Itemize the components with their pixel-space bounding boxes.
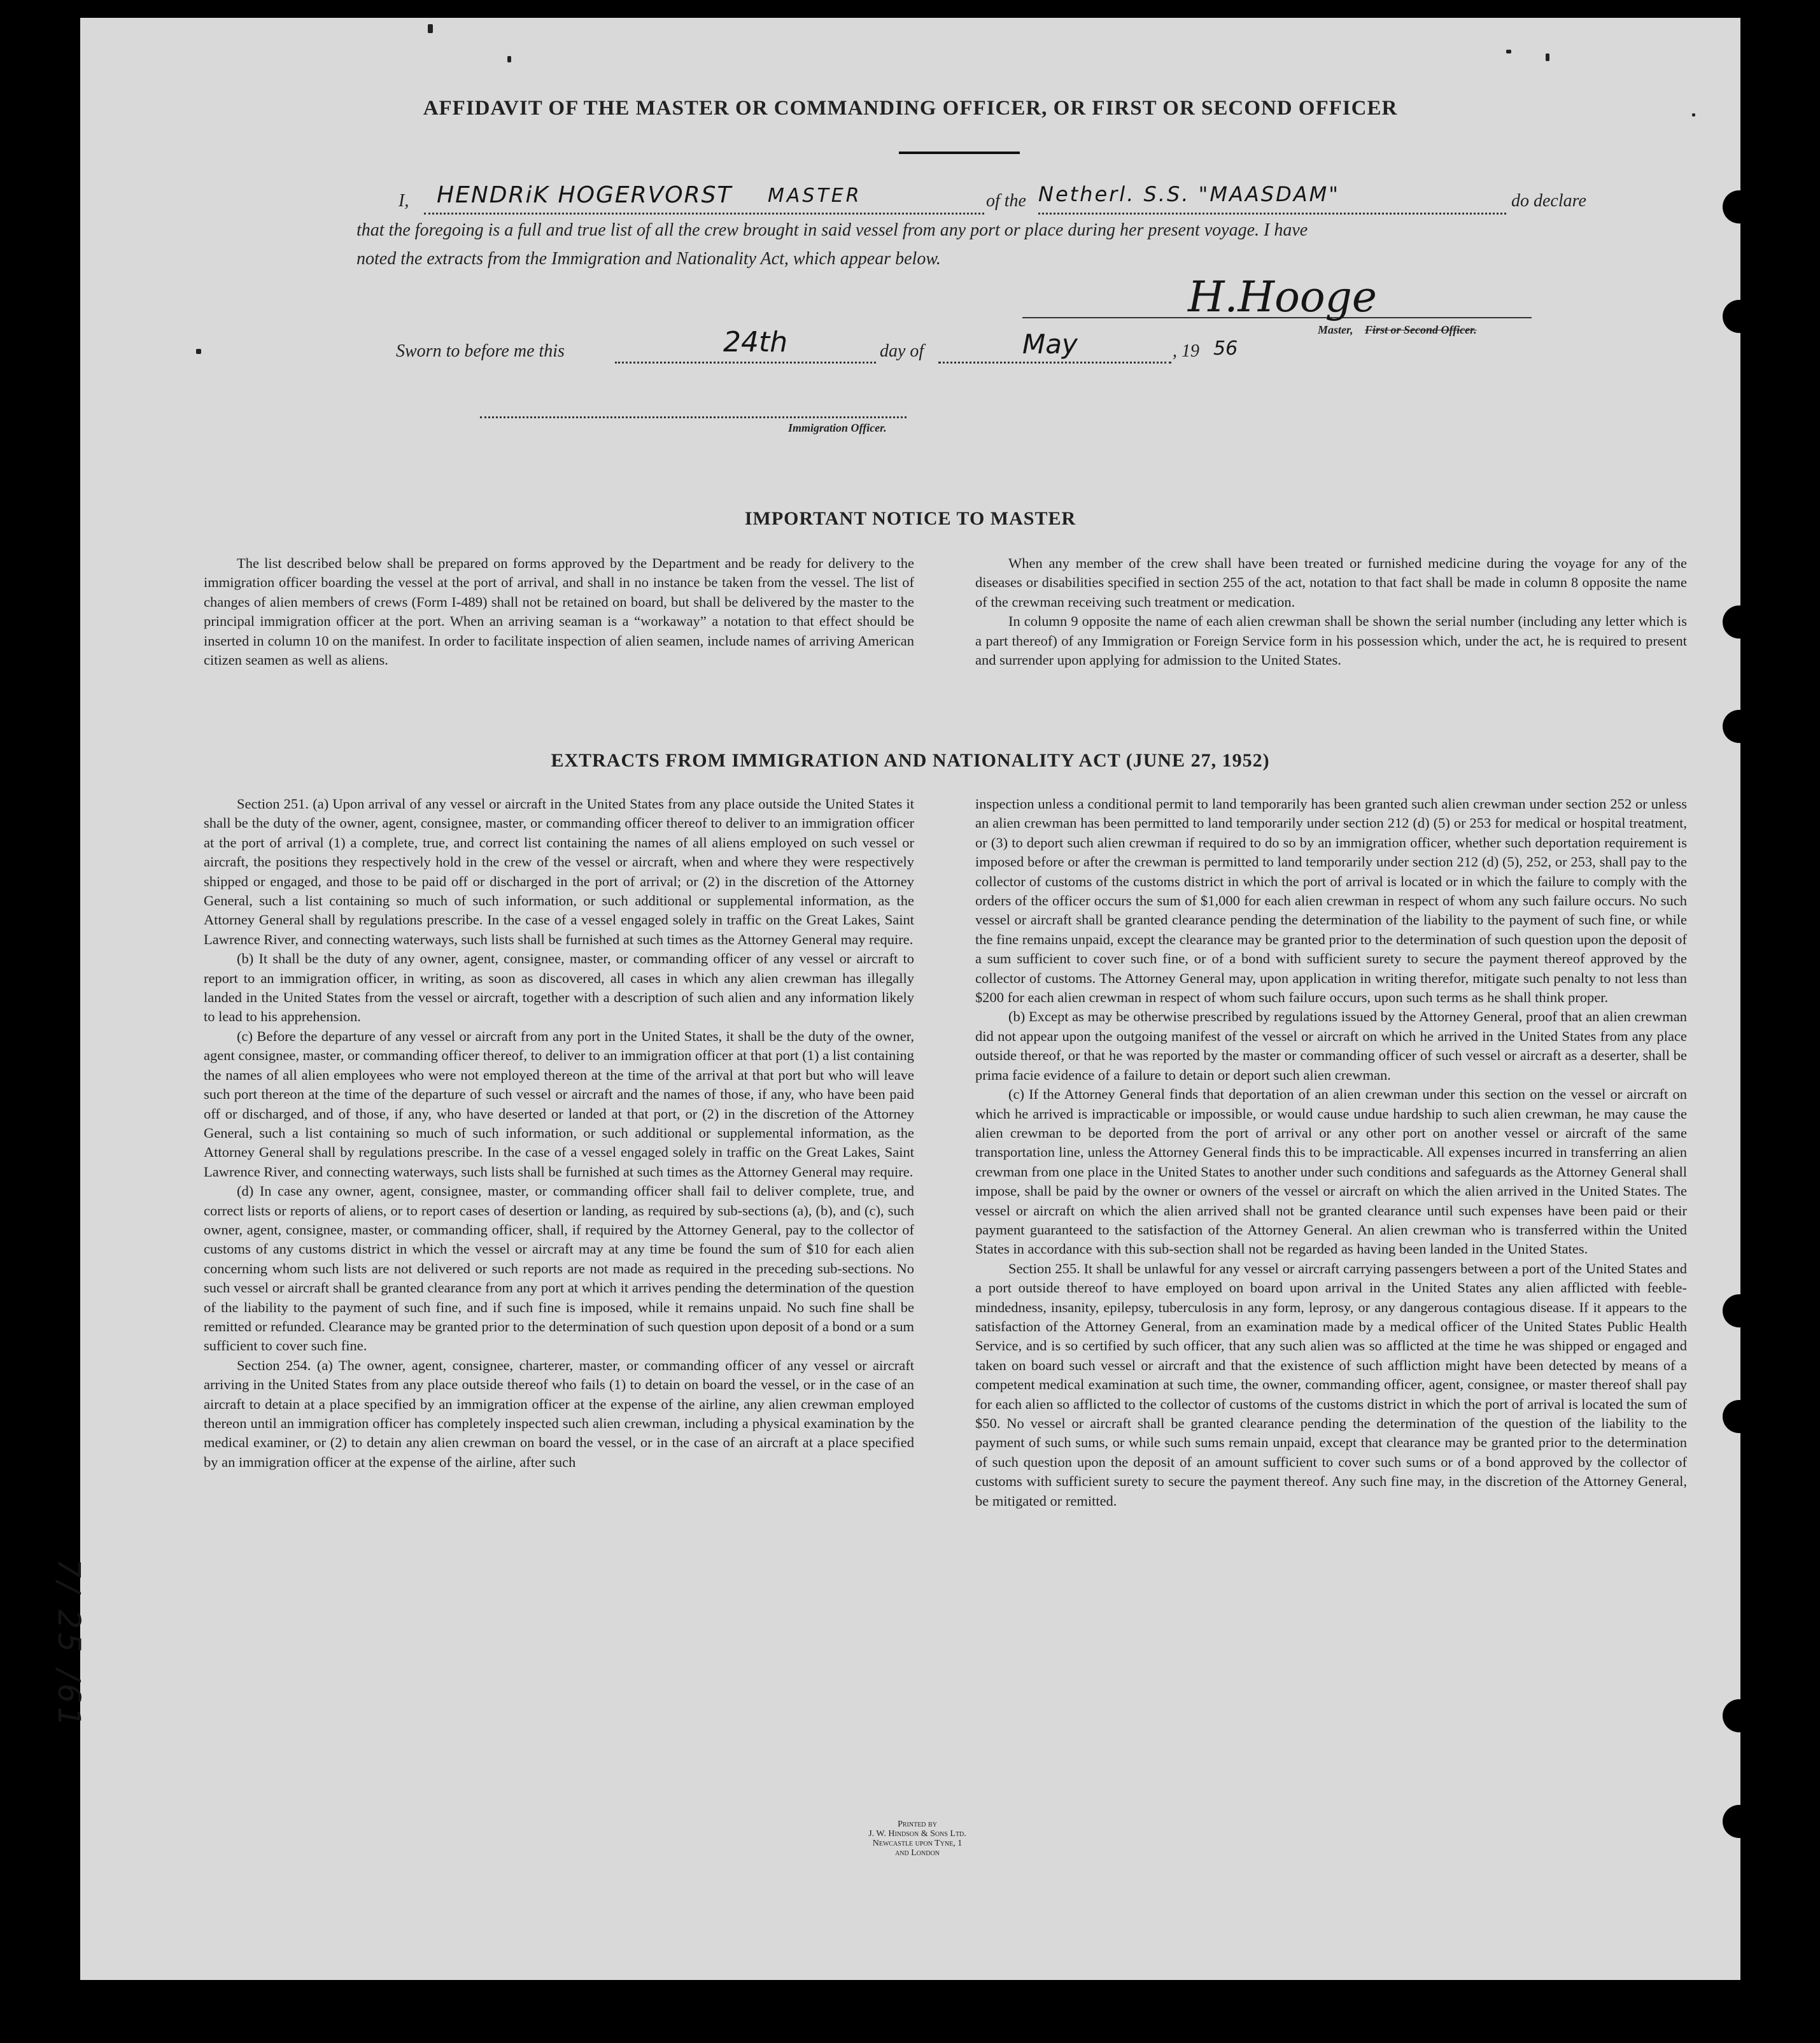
speck bbox=[1506, 50, 1511, 53]
declaration-line-3: noted the extracts from the Immigration and Nationality Act, which appear below. bbox=[356, 249, 941, 269]
document-page bbox=[51, 18, 1740, 1980]
printer-line-2: J. W. Hindson & Sons Ltd. bbox=[868, 1829, 966, 1839]
section-251-a: Section 251. (a) Upon arrival of any vessel or aircraft in the United States from any place outside the United States it shall be the duty of the owner, agent, consignee, master, or commanding officer thereof to deliver to an immigration officer at the port of arrival (1) a complete, true, and correct list containing the names of all aliens employed on such vessel or aircraft, the positions they respectively hold in the crew of the vessel or aircraft, when and where they were respectively shipped or engaged, and those to be paid off or discharged in the port of arrival; or (2) in the discretion of the Attorney General, such a list containing so much of such information, or such additional or supplemental information, as the Attorney General shall by regulations prescribe. In the case of a vessel engaged solely in traffic on the Great Lakes, Saint Lawrence River, and connecting waterways, such lists shall be furnished at such times as the Attorney General may require. bbox=[204, 796, 914, 947]
handwritten-vessel: Netherl. S.S. "MAASDAM" bbox=[1038, 182, 1340, 206]
notice-left-paragraph: The list described below shall be prepared on forms approved by the Department and be ready for delivery to the immigration officer boarding the vessel at the port of arrival, and shall in no instance be taken from the vessel. The list of changes of alien members of crews (Form I-489) shall not be retained on board, but shall be delivered by the master to the principal immigration officer at the port. When an arriving seaman is a “workaway” a notation to that effect should be inserted in column 10 on the manifest. In order to facilitate inspection of alien seamen, include names of arriving American citizen seamen as well as aliens. bbox=[204, 555, 914, 668]
officer-line bbox=[480, 416, 906, 418]
speck bbox=[507, 56, 511, 62]
immigration-officer-label: Immigration Officer. bbox=[788, 421, 887, 434]
section-255: Section 255. It shall be unlawful for any vessel or aircraft carrying passengers between a port of the United States and a port outside thereof to have employed on board upon arrival in the United States any alien afflicted with feeble-mindedness, insanity, epilepsy, tuberculosis in any form, leprosy, or any dangerous contagious disease. If it appears to the satisfaction of the Attorney General, from an examination made by a medical officer of the United States Public Health Service, and is so certified by such officer, that any such alien was so afflicted at the time he was shipped or engaged and taken on board such vessel or aircraft and that the existence of such affliction might have been detected by means of a competent medical examination at such time, the owner, commanding officer, agent, consignee, or master thereof shall pay for each alien so afflicted to the collector of customs of the customs district in which the port of arrival is located the sum of $50. No vessel or aircraft shall be granted clearance pending the determination of the question of the liability to the payment of such sums, or while such sums remain unpaid, except that clearance may be granted prior to the determination of such question upon the deposit of an amount sufficient to cover such sums or of a bond approved by the collector of customs with sufficient surety to secure the payment thereof. Any such fine may, in the discretion of the Attorney General, be mitigated or remitted. bbox=[975, 1260, 1687, 1509]
extracts-right-column bbox=[975, 795, 1687, 1511]
handwritten-day: 24th bbox=[723, 326, 788, 358]
month-line bbox=[938, 362, 1171, 364]
speck bbox=[1546, 53, 1549, 61]
punch-hole bbox=[1723, 1805, 1756, 1838]
punch-hole bbox=[1723, 300, 1756, 333]
printer-line-3: Newcastle upon Tyne, 1 bbox=[872, 1839, 963, 1848]
notice-right-column bbox=[975, 554, 1687, 670]
notice-right-paragraph-2: In column 9 opposite the name of each alien crewman shall be shown the serial number (including any letter which is a part thereof) of any Immigration or Foreign Service form in his possession which, under the act, he is required to present and surrender upon applying for admission to the United States. bbox=[975, 613, 1687, 668]
punch-hole bbox=[1723, 1400, 1756, 1433]
name-line bbox=[424, 213, 984, 215]
extracts-title: EXTRACTS FROM IMMIGRATION AND NATIONALITY ACT (JUNE 27, 1952) bbox=[551, 750, 1270, 771]
affidavit-title: AFFIDAVIT OF THE MASTER OR COMMANDING OFFICER, OR FIRST OR SECOND OFFICER bbox=[423, 97, 1398, 120]
punch-hole bbox=[1723, 710, 1756, 743]
section-254-c: (c) If the Attorney General finds that deportation of an alien crewman under this section on the vessel or aircraft on which he arrived is impracticable or impossible, or would cause undue hardship to such alien crewman, he may cause the alien crewman to be deported from the port of arrival or any other port on another vessel or aircraft of the same transportation line, unless the Attorney General finds this to be impracticable. All expenses incurred in transferring an alien crewman from one place in the United States to another under such conditions and safeguards as the Attorney General shall impose, shall be paid by the owner or owners of the vessel or aircraft on which the alien arrived in the United States. The vessel or aircraft on which the alien arrived shall not be granted clearance until such expenses have been paid or their payment guaranteed to the satisfaction of the Attorney General. An alien crewman who is transferred within the United States in accordance with this sub-section shall not be regarded as having been landed in the United States. bbox=[975, 1086, 1687, 1257]
section-254-a: Section 254. (a) The owner, agent, consignee, charterer, master, or commanding officer of any vessel or aircraft arriving in the United States from any place outside thereof who fails (1) to detain on board the vessel, or in the case of an aircraft to detain at a place specified by an immigration officer at the expense of the airline, any alien crewman employed thereon until an immigration officer has completely inspected such alien crewman, including a physical examination by the medical examiner, or (2) to detain any alien crewman on board the vessel, or in the case of an aircraft at a place specified by an immigration officer at the expense of the airline, after such bbox=[204, 1357, 914, 1470]
speck bbox=[428, 24, 433, 33]
handwritten-rank: MASTER bbox=[768, 185, 862, 207]
punch-hole bbox=[1723, 605, 1756, 639]
handwritten-signature: H.Hooge bbox=[1188, 272, 1377, 322]
vessel-line bbox=[1038, 213, 1506, 215]
handwritten-month: May bbox=[1022, 329, 1078, 360]
declaration-line-2: that the foregoing is a full and true list of all the crew brought in said vessel from any port or place during her present voyage. I have bbox=[356, 220, 1308, 240]
year-prefix: , 19 bbox=[1173, 341, 1199, 361]
punch-hole bbox=[1723, 190, 1756, 223]
sworn-text: Sworn to before me this bbox=[396, 341, 565, 361]
printer-line-4: and London bbox=[895, 1848, 940, 1858]
notice-left-column bbox=[204, 554, 914, 670]
handwritten-name: HENDRiK HOGERVORST bbox=[437, 182, 733, 208]
handwritten-margin-date: 7/ 25 /61 bbox=[51, 1559, 87, 1730]
speck bbox=[196, 349, 201, 354]
punch-hole bbox=[1723, 1294, 1756, 1327]
printer-credit bbox=[822, 1820, 1013, 1858]
notice-title: IMPORTANT NOTICE TO MASTER bbox=[744, 508, 1076, 529]
section-251-b: (b) It shall be the duty of any owner, agent, consignee, master, or commanding officer of any vessel or aircraft to report to an immigration officer, in writing, as soon as discovered, all cases in which any alien crewman has illegally landed in the United States from the vessel or aircraft, together with a description of such alien and any information likely to lead to his apprehension. bbox=[204, 951, 914, 1025]
section-254-a-continued: inspection unless a conditional permit to land temporarily has been granted such alien crewman under section 252 or unless an alien crewman has been permitted to land temporarily under section 212 (d) (5) or 253 for medical or hospital treatment, or (3) to deport such alien crewman if required to do so by an immigration officer, whether such deportation requirement is imposed before or after the crewman is permitted to land temporarily under section 212 (d) (5), 252, or 253, shall pay to the collector of customs of the customs district in which the port of arrival is located or in which the failure to comply with the orders of the officer occurs the sum of $1,000 for each alien crewman in respect of whom any such failure occurs. No such vessel or aircraft shall be granted clearance pending the determination of the liability to the payment of such fine, or while the fine remains unpaid, except the clearance may be granted prior to the determination of such question upon the deposit of a sum sufficient to cover such fine, or of a bond with sufficient surety to secure the payment thereof approved by the collector of customs. The Attorney General may, upon application in writing therefor, mitigate such penalty to not less than $200 for each alien crewman in respect of whom such failure occurs, upon such terms as he shall think proper. bbox=[975, 796, 1687, 1006]
punch-hole bbox=[1723, 1699, 1756, 1732]
master-label: Master, bbox=[1318, 323, 1353, 336]
section-251-c: (c) Before the departure of any vessel or aircraft from any port in the United States, it shall be the duty of the owner, agent consignee, master, or commanding officer thereof, to deliver to an immigration officer at that port (1) a list containing the names of all alien employees who were not employed thereon at the time of the arrival at that port but who will leave such port thereon at the time of the departure of such vessel or aircraft and the names of those, if any, who have been paid off or discharged, and of those, if any, who have deserted or landed at that port, or (2) in the discretion of the Attorney General, such a list containing so much of such information, or such additional or supplemental information, as the Attorney General shall by regulations prescribe. In the case of a vessel engaged solely in traffic on the Great Lakes, Saint Lawrence River, and connecting waterways, such lists shall be furnished at such times as the Attorney General may require. bbox=[204, 1028, 914, 1180]
day-of-text: day of bbox=[880, 341, 924, 361]
declaration-of-the: of the bbox=[986, 191, 1026, 211]
declaration-prefix: I, bbox=[399, 191, 409, 211]
notice-right-paragraph-1: When any member of the crew shall have been treated or furnished medicine during the voyage for any of the diseases or disabilities specified in section 255 of the act, notation to that fact shall be made in column 8 opposite the name of the crewman receiving such treatment or medication. bbox=[975, 555, 1687, 610]
handwritten-year: 56 bbox=[1213, 337, 1238, 360]
declaration-do-declare: do declare bbox=[1511, 191, 1586, 211]
section-254-b: (b) Except as may be otherwise prescribed by regulations issued by the Attorney General, proof that an alien crewman did not appear upon the outgoing manifest of the vessel or aircraft on which he arrived in the United States from any place outside thereof, or that he was reported by the master or commanding officer of such vessel or aircraft as a deserter, shall be prima facie evidence of a failure to detain or deport such alien crewman. bbox=[975, 1008, 1687, 1083]
printer-line-1: Printed by bbox=[898, 1820, 937, 1829]
day-line bbox=[615, 362, 876, 364]
struck-officer-label: First or Second Officer. bbox=[1365, 323, 1477, 336]
section-251-d: (d) In case any owner, agent, consignee, master, or commanding officer shall fail to deliver complete, true, and correct lists or reports of aliens, or to report cases of desertion or landing, as required by sub-sections (a), (b), and (c), such owner, agent, consignee, master, or commanding officer, shall, if required by the Attorney General, pay to the collector of customs of any customs district in which the vessel or aircraft may at any time be found the sum of $10 for each alien concerning whom such lists are not delivered or such reports are not made as required in the preceding sub-sections. No such vessel or aircraft shall be granted clearance from any port at which it arrives pending the determination of the question of the liability to the payment of such fine, and if such fine is imposed, while it remains unpaid. No such fine shall be remitted or refunded. Clearance may be granted prior to the determination of such question upon deposit of a bond or a sum sufficient to cover such fine. bbox=[204, 1183, 914, 1354]
title-underline bbox=[899, 152, 1020, 154]
extracts-left-column bbox=[204, 795, 914, 1472]
